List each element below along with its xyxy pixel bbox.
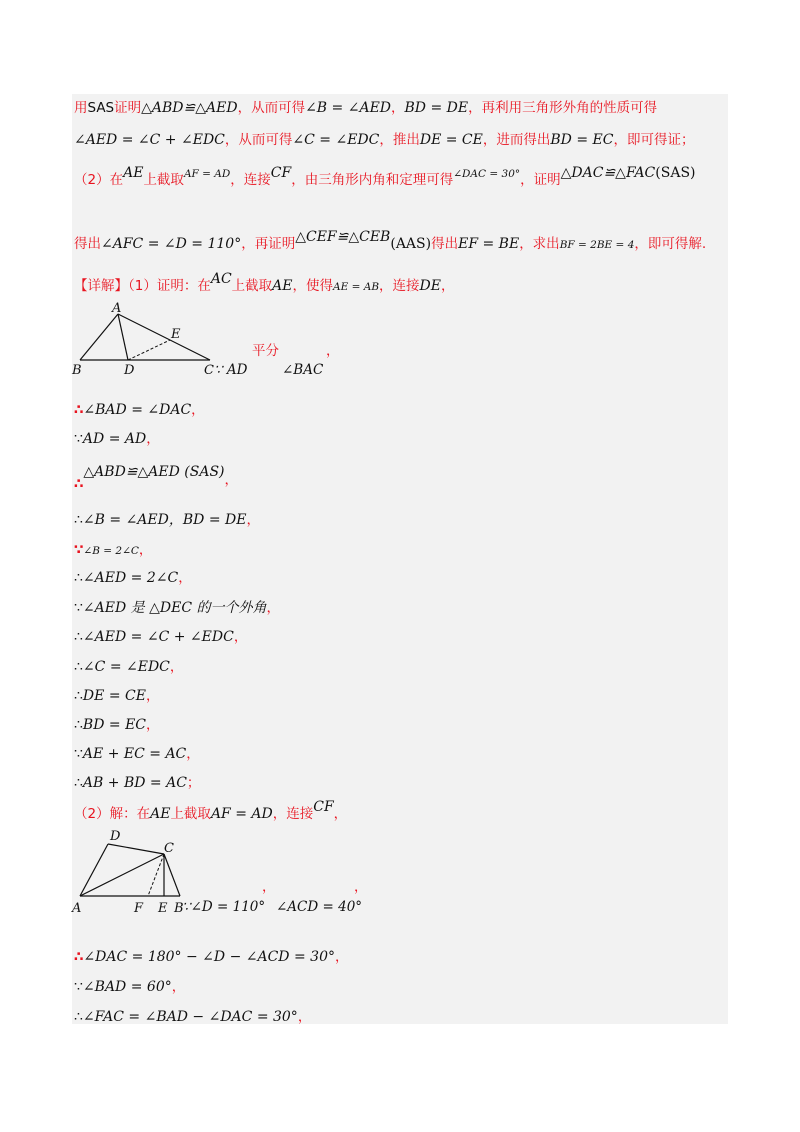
hint-math: EF = BE [458, 236, 520, 252]
hint-math: ∠DAC = 30° [453, 168, 521, 180]
fig1-after-math: ∠BAC [282, 362, 324, 378]
step-line [74, 655, 183, 675]
step-line [74, 508, 260, 529]
therefore-symbol: ∴ [74, 688, 83, 704]
fig1-after-text: ， [326, 343, 340, 359]
hint-math: DE = CE [419, 132, 483, 148]
detail-math: CF [313, 799, 334, 815]
hint-text: ，即可得解. [634, 236, 707, 252]
step-line [74, 975, 185, 995]
step-math: △ABD≌△AED (SAS) [83, 464, 225, 480]
point-label: E [158, 901, 168, 916]
detail-math: DE [419, 278, 441, 294]
step-punct: ， [178, 570, 192, 586]
step-math: AE + EC = AC [82, 746, 187, 762]
step-line [74, 460, 239, 492]
hint-math: AE [123, 165, 144, 181]
detail-text: ， [441, 278, 455, 294]
point-label: C [204, 363, 214, 378]
therefore-symbol: ∴ [74, 775, 83, 791]
detail-text: ，使得 [292, 278, 334, 294]
detail-header: 【详解】 [74, 278, 128, 294]
detail-math: AE [272, 278, 293, 294]
therefore-symbol: ∴ [74, 402, 84, 418]
step-math: ∠BAD = 60° [82, 979, 172, 995]
step-math: ∠AED 是 △DEC 的一个外角 [82, 600, 267, 616]
hint-line-1 [74, 96, 657, 116]
point-label: A [72, 901, 82, 916]
step-punct: ， [246, 512, 260, 528]
step-punct: ； [186, 775, 201, 791]
therefore-symbol: ∴ [74, 476, 84, 492]
fig2-after-text: ， [354, 879, 368, 895]
hint-math: BD = DE [404, 100, 469, 116]
step-punct: ， [169, 659, 184, 675]
fig2-after-text: ， [262, 879, 276, 895]
step-punct: ， [297, 1009, 312, 1025]
hint-text: ，从而可得 [224, 132, 293, 148]
hint-text: ， [391, 100, 405, 116]
hint-line-3 [74, 165, 696, 188]
part2-intro [74, 799, 348, 822]
step-math: ∠B = ∠AED，BD = DE [82, 512, 247, 528]
step-line [74, 427, 160, 447]
hint-text: 上截取 [143, 172, 184, 188]
step-punct: ， [334, 949, 349, 965]
hint-text: ，即可得证； [613, 132, 695, 148]
therefore-symbol: ∴ [74, 570, 83, 586]
hint-math: △CEF≌△CEB [295, 229, 391, 245]
triangle-figure-1 [70, 300, 230, 380]
detail-text: 上截取 [231, 278, 273, 294]
step-line [74, 596, 280, 617]
hint-text: ，从而可得 [237, 100, 306, 116]
point-label: F [134, 901, 144, 916]
hint-math: BD = EC [550, 132, 614, 148]
hint-text: ，证明 [520, 172, 561, 188]
detail-line-1 [74, 271, 455, 294]
hint-math: (SAS) [655, 165, 696, 181]
hint-text: ，再证明 [241, 236, 296, 252]
detail-text: ，连接 [272, 806, 314, 822]
step-line [74, 538, 152, 558]
therefore-symbol: ∴ [74, 512, 83, 528]
step-line [74, 1005, 311, 1025]
hint-text: 证明 [114, 100, 142, 116]
step-line [74, 566, 192, 586]
fig1-after-text: 平分 [252, 343, 279, 359]
hint-text: ，由三角形内角和定理可得 [291, 172, 454, 188]
therefore-symbol: ∴ [74, 629, 83, 645]
step-punct: ， [266, 600, 280, 616]
step-punct: ， [171, 979, 186, 995]
step-math: AD = AD [82, 431, 147, 447]
because-symbol: ∵ [74, 746, 83, 762]
fig2-after-math: ∠ACD = 40° [276, 899, 363, 915]
step-punct: ， [233, 629, 248, 645]
hint-math: ∠B = ∠AED [305, 100, 392, 116]
step-math: ∠AED = ∠C + ∠EDC [82, 629, 234, 645]
hint-math: BF = 2BE = 4 [559, 239, 635, 251]
therefore-symbol: ∴ [74, 659, 83, 675]
hint-text: ，进而得出 [482, 132, 551, 148]
step-math: ∠AED = 2∠C [82, 570, 179, 586]
step-punct: ， [186, 746, 200, 762]
detail-text: ， [333, 806, 348, 822]
hint-math: AF = AD [183, 168, 231, 180]
step-math: ∠DAC = 180° − ∠D − ∠ACD = 30° [83, 949, 335, 965]
detail-text: （2）解：在 [74, 806, 151, 822]
hint-text: ，再利用三角形外角的性质可得 [468, 100, 658, 116]
hint-sas: SAS [87, 100, 115, 116]
detail-math: AE [150, 806, 171, 822]
hint-text: 得出 [74, 236, 101, 252]
therefore-symbol: ∴ [74, 949, 84, 965]
therefore-symbol: ∴ [74, 717, 83, 733]
because-symbol: ∵ [74, 979, 83, 995]
detail-text: （1）证明：在 [128, 278, 211, 294]
because-symbol: ∵ [74, 542, 84, 558]
step-math: DE = CE [82, 688, 146, 704]
hint-line-2 [74, 128, 694, 148]
point-label: D [110, 829, 121, 844]
step-line [74, 742, 200, 762]
therefore-symbol: ∴ [74, 1009, 83, 1025]
detail-math: AE = AB [333, 281, 380, 293]
step-line [74, 684, 159, 704]
step-punct: ， [146, 431, 160, 447]
point-label: E [171, 327, 181, 342]
because-symbol: ∵ [74, 600, 83, 616]
step-punct: ， [138, 542, 153, 558]
step-punct: ， [145, 688, 160, 704]
hint-text: ，连接 [230, 172, 271, 188]
step-punct: ， [224, 472, 239, 488]
step-line [74, 625, 247, 645]
point-label: A [112, 301, 122, 316]
step-line [74, 398, 205, 418]
hint-math: ∠AED = ∠C + ∠EDC [74, 132, 225, 148]
step-math: ∠FAC = ∠BAD − ∠DAC = 30° [82, 1009, 298, 1025]
detail-math: AC [210, 271, 232, 287]
detail-text: 上截取 [170, 806, 211, 822]
fig2-after-math: ∵∠D = 110° [182, 899, 266, 915]
step-punct: ， [146, 717, 160, 733]
step-math: BD = EC [82, 717, 146, 733]
step-punct: ， [191, 402, 205, 418]
hint-math: ∠C = ∠EDC [292, 132, 380, 148]
step-line [74, 771, 200, 791]
because-symbol: ∵ [74, 431, 83, 447]
hint-line-4 [74, 229, 707, 252]
hint-text: ，求出 [519, 236, 560, 252]
detail-text: ，连接 [379, 278, 420, 294]
hint-math: ∠AFC = ∠D = 110° [101, 236, 242, 252]
step-math: ∠C = ∠EDC [82, 659, 170, 675]
point-label: C [164, 841, 174, 856]
hint-math: (AAS) [390, 236, 432, 252]
hint-math: CF [270, 165, 292, 181]
hint-text: ，推出 [379, 132, 420, 148]
step-math: AB + BD = AC [82, 775, 187, 791]
point-label: B [72, 363, 82, 378]
step-line [74, 713, 160, 733]
hint-text: 用 [74, 100, 88, 116]
hint-text: 得出 [431, 236, 459, 252]
point-label: D [124, 363, 135, 378]
step-math: ∠BAD = ∠DAC [83, 402, 192, 418]
step-line [74, 945, 348, 965]
hint-math: △ABD≌△AED [141, 100, 238, 116]
hint-math: △DAC≌△FAC [560, 165, 656, 181]
detail-math: AF = AD [210, 806, 273, 822]
fig1-after-math: ∵ AD [214, 362, 248, 378]
hint-text: （2）在 [74, 172, 124, 188]
point-label: B [174, 901, 184, 916]
step-math: ∠B = 2∠C [83, 545, 139, 557]
